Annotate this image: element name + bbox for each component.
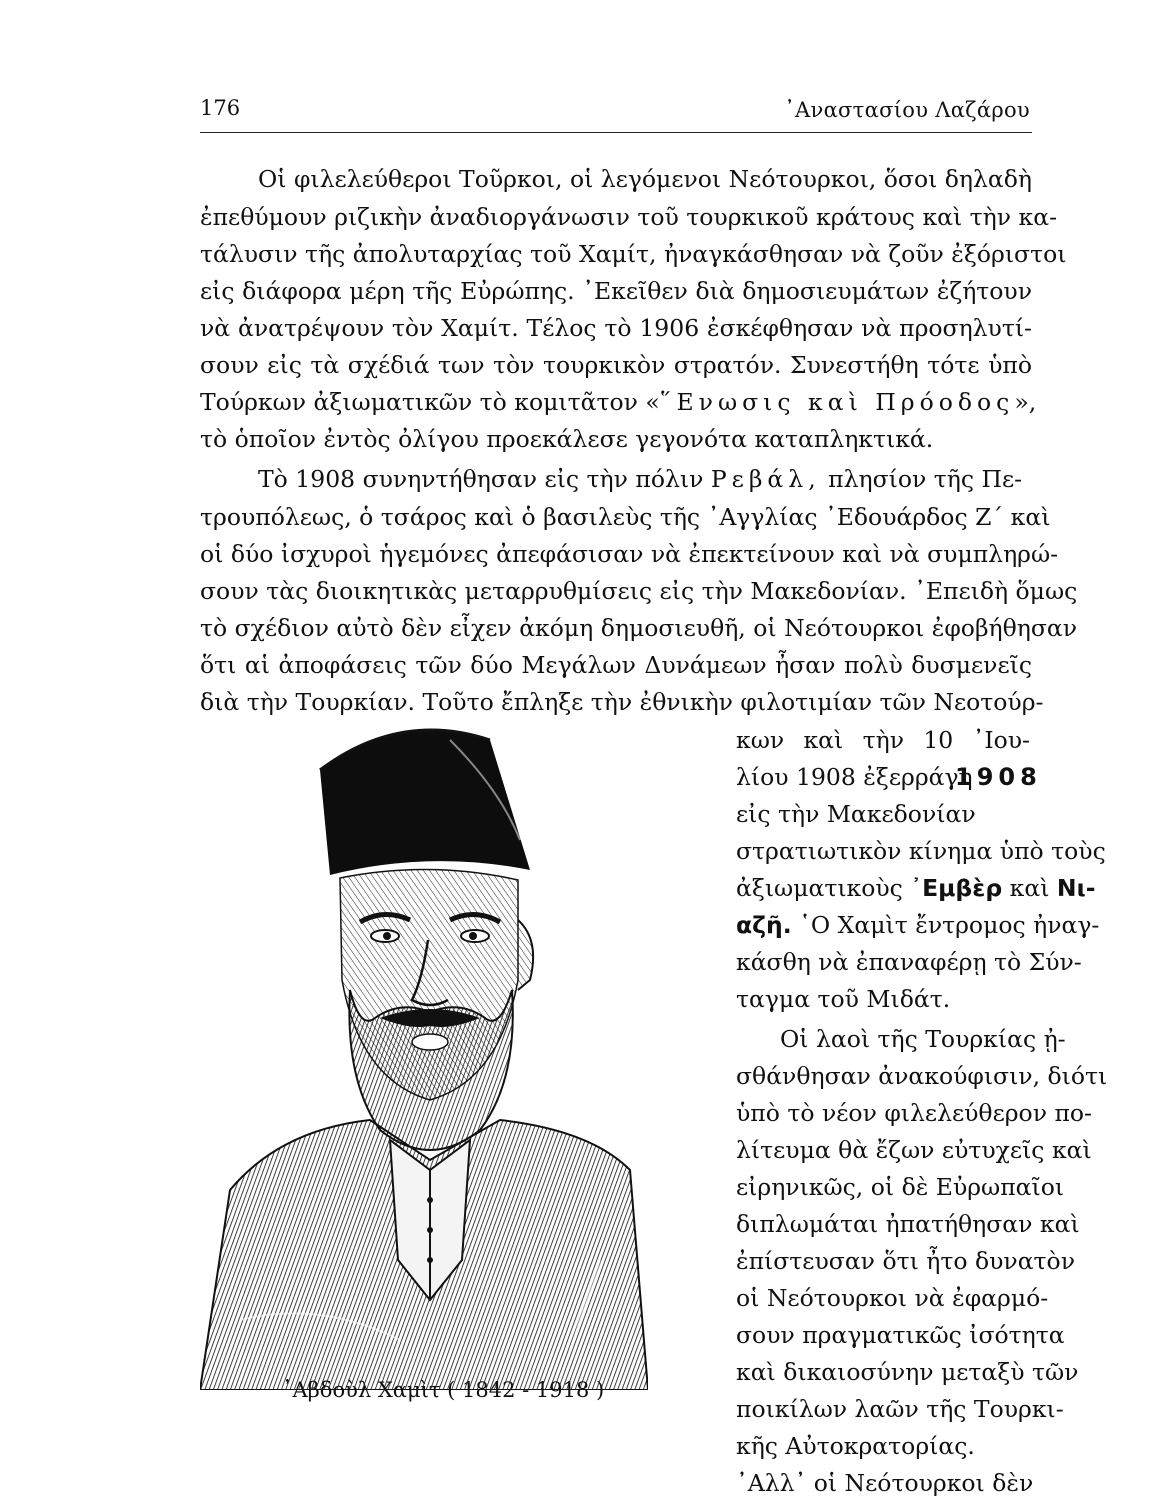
side2-line-11: ποικίλων λαῶν τῆς Τουρκι- <box>736 1395 1064 1423</box>
text-run: Τούρκων ἀξιωματικῶν τὸ κομιτᾶτον « <box>200 388 660 416</box>
text-run: », <box>1014 388 1037 416</box>
side-line-6 <box>736 911 1100 939</box>
running-head: ᾿Αναστασίου Λαζάρου <box>784 98 1030 122</box>
side3-line-1: ᾿Αλλ᾿ οἱ Νεότουρκοι δὲν <box>736 1469 1034 1497</box>
portrait-engraving <box>200 700 648 1390</box>
side2-line-6: διπλωμάται ἠπατήθησαν καὶ <box>736 1210 1080 1238</box>
para1-line-7 <box>200 388 1037 416</box>
para1-line-6: σουν εἰς τὰ σχέδιά των τὸν τουρκικὸν στρατόν. Συνεστήθη τότε ὑπὸ <box>200 351 1032 379</box>
para2-line-2: τρουπόλεως, ὁ τσάρος καὶ ὁ βασιλεὺς τῆς ᾿Αγγλίας ᾿Εδουάρδος Ζ´ καὶ <box>200 503 1051 531</box>
side2-line-4: λίτευμα θὰ ἔζων εὐτυχεῖς καὶ <box>736 1136 1092 1164</box>
bold-name: ᾿Εμβὲρ <box>910 874 1003 902</box>
text-run: Τὸ 1908 συνηντήθησαν εἰς τὴν πόλιν <box>258 465 704 493</box>
side-line-3: εἰς τὴν Μακεδονίαν <box>736 800 976 828</box>
para1-line-2: ἐπεθύμουν ριζικὴν ἀναδιοργάνωσιν τοῦ τουρκικοῦ κράτους καὶ τὴν κα- <box>200 203 1058 231</box>
para1-line-4: εἰς διάφορα μέρη τῆς Εὐρώπης. ᾿Εκεῖθεν διὰ δημοσιευμάτων ἐζήτουν <box>200 277 1032 305</box>
side-line-5 <box>736 874 1096 902</box>
side2-line-5: εἰρηνικῶς, οἱ δὲ Εὐρωπαῖοι <box>736 1173 1065 1201</box>
page-header <box>200 96 1030 130</box>
side2-line-10: καὶ δικαιοσύνην μεταξὺ τῶν <box>736 1358 1079 1386</box>
text-run: ῾Ο Χαμὶτ ἔντρομος ἠναγ- <box>799 911 1100 939</box>
para1-line-8: τὸ ὁποῖον ἐντὸς ὀλίγου προεκάλεσε γεγονότα καταπληκτικά. <box>200 425 934 453</box>
text-run: καὶ <box>1009 874 1050 902</box>
side2-line-9: σουν πραγματικῶς ἰσότητα <box>736 1321 1065 1349</box>
bold-name: Νι- <box>1056 874 1096 902</box>
text-run: πλησίον τῆς Πε- <box>828 465 1023 493</box>
side-line-2: λίου 1908 ἐξερράγη <box>736 763 973 791</box>
para2-line-4: σουν τὰς διοικητικὰς μεταρρυθμίσεις εἰς τὴν Μακεδονίαν. ᾿Επειδὴ ὅμως <box>200 577 1078 605</box>
side-line-7: κάσθη νὰ ἐπαναφέρῃ τὸ Σύν- <box>736 948 1082 976</box>
side-line-1: κων καὶ τὴν 10 ᾿Ιου- <box>736 726 1030 754</box>
para2-line-7: διὰ τὴν Τουρκίαν. Τοῦτο ἔπληξε τὴν ἐθνικὴν φιλοτιμίαν τῶν Νεοτούρ- <box>200 688 1044 716</box>
header-rule <box>200 132 1032 133</box>
spaced-place-name: Ρεβάλ, <box>710 465 821 493</box>
para2-line-5: τὸ σχέδιον αὐτὸ δὲν εἶχεν ἀκόμη δημοσιευθῆ, οἱ Νεότουρκοι ἐφοβήθησαν <box>200 614 1078 642</box>
bold-name: αζῆ. <box>736 911 792 939</box>
spaced-title: ῞Ενωσις καὶ Πρόοδος <box>659 388 1015 416</box>
side2-line-2: σθάνθησαν ἀνακούφισιν, διότι <box>736 1062 1108 1090</box>
side2-line-3: ὑπὸ τὸ νέον φιλελεύθερον πο- <box>736 1099 1092 1127</box>
side-line-8: ταγμα τοῦ Μιδάτ. <box>736 985 951 1013</box>
portrait-caption: ᾿Αβδοὺλ Χαμὶτ ( 1842 - 1918 ) <box>282 1378 605 1402</box>
side-line-4: στρατιωτικὸν κίνημα ὑπὸ τοὺς <box>736 837 1106 865</box>
side2-line-7: ἐπίστευσαν ὅτι ἦτο δυνατὸν <box>736 1247 1075 1275</box>
text-run: ἀξιωματικοὺς <box>736 874 903 902</box>
para2-line-6: ὅτι αἱ ἀποφάσεις τῶν δύο Μεγάλων Δυνάμεων ἦσαν πολὺ δυσμενεῖς <box>200 651 1032 679</box>
page-number: 176 <box>200 96 241 120</box>
para1-line-5: νὰ ἀνατρέψουν τὸν Χαμίτ. Τέλος τὸ 1906 ἐσκέφθησαν νὰ προσηλυτί- <box>200 314 1032 342</box>
para1-line-1: Οἱ φιλελεύθεροι Τοῦρκοι, οἱ λεγόμενοι Νεότουρκοι, ὅσοι δηλαδὴ <box>258 165 1032 193</box>
para2-line-1 <box>258 465 1032 493</box>
para2-line-3: οἱ δύο ἰσχυροὶ ἡγεμόνες ἀπεφάσισαν νὰ ἐπεκτείνουν καὶ νὰ συμπληρώ- <box>200 540 1059 568</box>
side2-line-1: Οἱ λαοὶ τῆς Τουρκίας ᾐ- <box>780 1025 1066 1053</box>
side2-line-12: κῆς Αὐτοκρατορίας. <box>736 1432 975 1460</box>
side2-line-8: οἱ Νεότουρκοι νὰ ἐφαρμό- <box>736 1284 1049 1312</box>
margin-year: 1908 <box>955 763 1042 791</box>
para1-line-3: τάλυσιν τῆς ἀπολυταρχίας τοῦ Χαμίτ, ἠναγκάσθησαν νὰ ζοῦν ἐξόριστοι <box>200 240 1067 268</box>
